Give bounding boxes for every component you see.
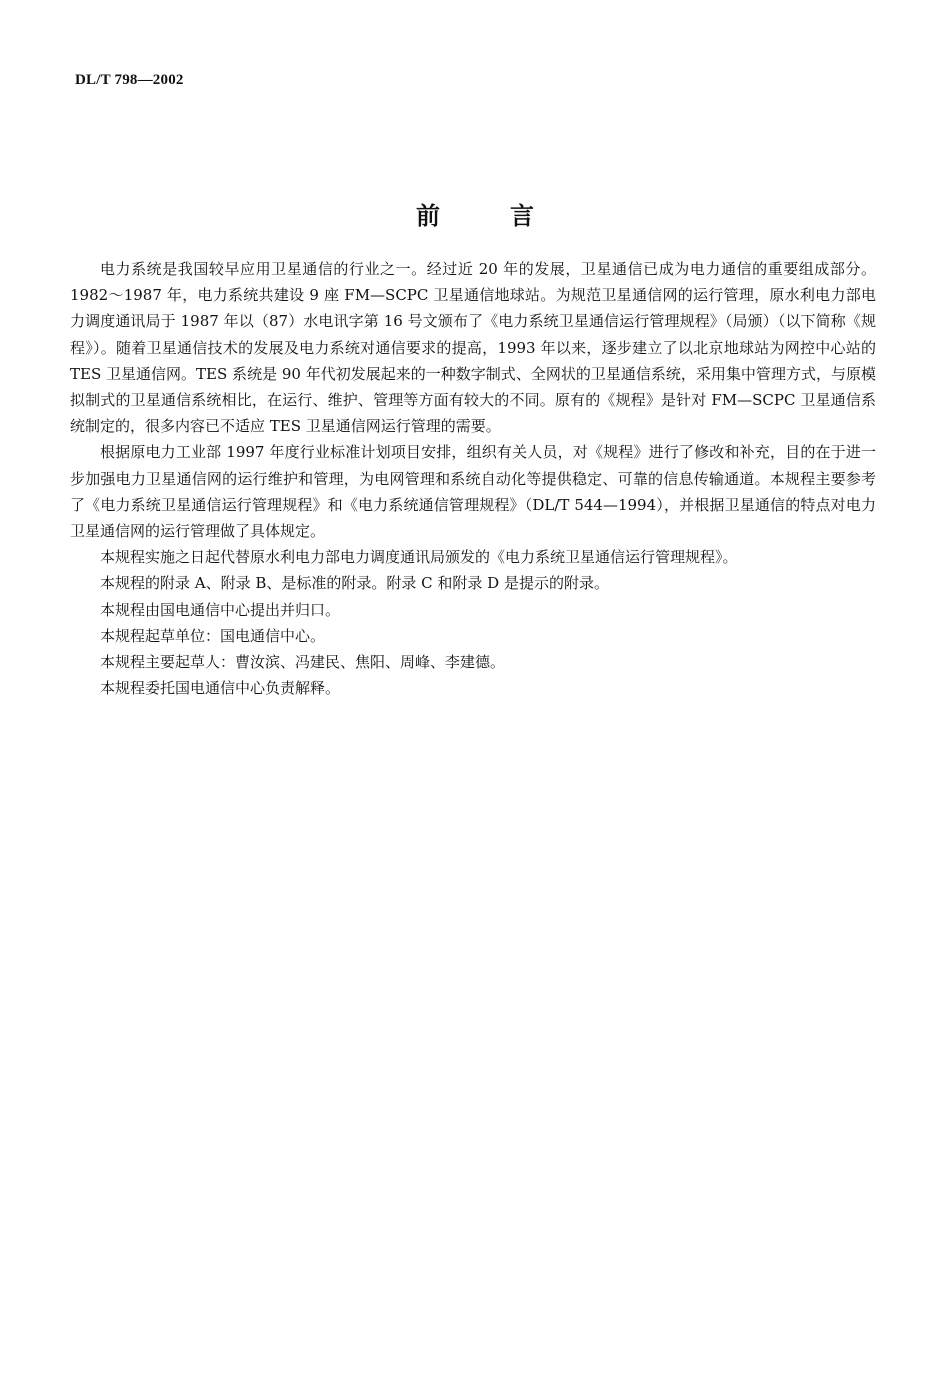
paragraph-background: 电力系统是我国较早应用卫星通信的行业之一。经过近 20 年的发展，卫星通信已成为电力通信的重要组成部分。1982～1987 年，电力系统共建设 9 座 FM—SCPC 卫星通信地球站。为规范卫星通信网的运行管理，原水利电力部电力调度通讯局于 1987 年以（87）水电讯字第 16 号文颁布了《电力系统卫星通信运行管理规程》（局颁）（以下简称《规程》）。随着卫星通信技术的发展及电力系统对通信要求的提高，1993 年以来，逐步建立了以北京地球站为网控中心站的 TES 卫星通信网。TES 系统是 90 年代初发展起来的一种数字制式、全网状的卫星通信系统，采用集中管理方式，与原模拟制式的卫星通信系统相比，在运行、维护、管理等方面有较大的不同。原有的《规程》是针对 FM—SCPC 卫星通信系统制定的，很多内容已不适应 TES 卫星通信网运行管理的需要。 xyxy=(70,260,876,436)
standard-code-header: DL/T 798—2002 xyxy=(75,72,184,88)
paragraph-replacement: 本规程实施之日起代替原水利电力部电力调度通讯局颁发的《电力系统卫星通信运行管理规程》。 xyxy=(100,548,738,567)
foreword-body xyxy=(70,256,876,701)
paragraph-proposer: 本规程由国电通信中心提出并归口。 xyxy=(100,600,341,619)
paragraph-revision-basis: 根据原电力工业部 1997 年度行业标准计划项目安排，组织有关人员，对《规程》进行了修改和补充，目的在于进一步加强电力卫星通信网的运行维护和管理，为电网管理和系统自动化等提供稳定、可靠的信息传输通道。本规程主要参考了《电力系统卫星通信运行管理规程》和《电力系统通信管理规程》（DL/T 544—1994），并根据卫星通信的特点对电力卫星通信网的运行管理做了具体规定。 xyxy=(70,443,876,541)
paragraph-drafters: 本规程主要起草人：曹汝滨、冯建民、焦阳、周峰、李建德。 xyxy=(100,653,506,672)
paragraph-drafting-unit: 本规程起草单位：国电通信中心。 xyxy=(100,626,326,645)
page-title: 前言 xyxy=(416,202,604,230)
paragraph-interpretation: 本规程委托国电通信中心负责解释。 xyxy=(100,679,341,698)
paragraph-appendices: 本规程的附录 A、附录 B、是标准的附录。附录 C 和附录 D 是提示的附录。 xyxy=(100,574,609,593)
